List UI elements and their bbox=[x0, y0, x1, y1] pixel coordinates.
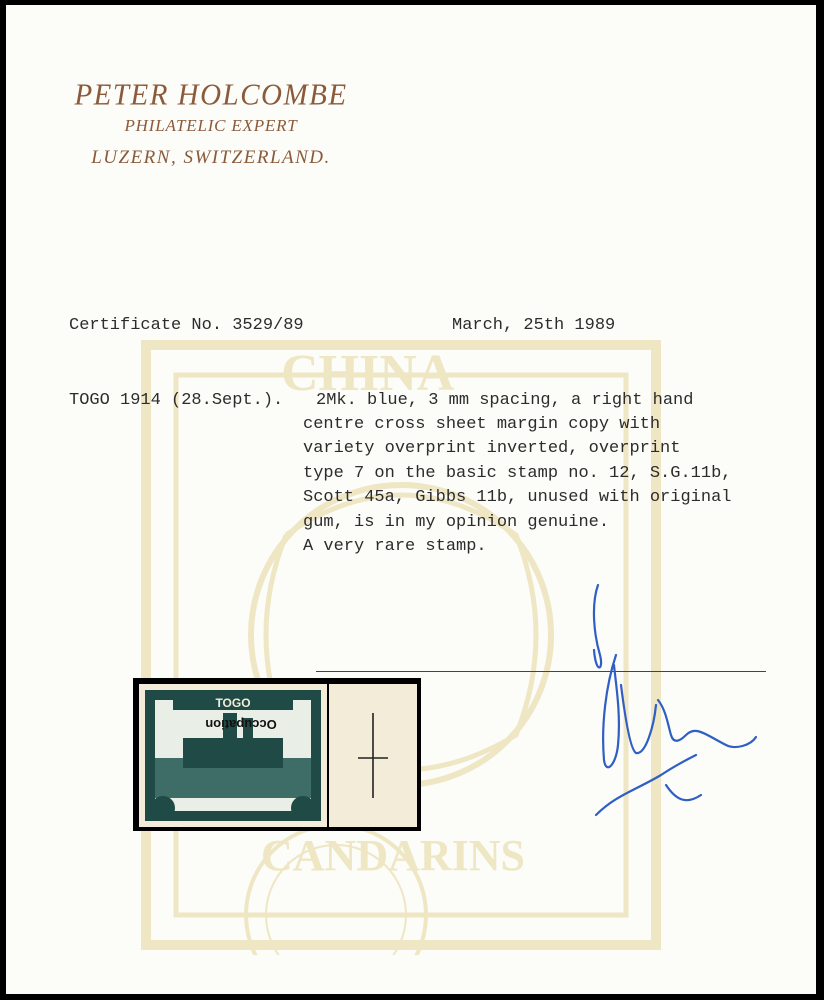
stamp-country-text: TOGO bbox=[215, 696, 251, 710]
expert-title: PHILATELIC EXPERT bbox=[124, 116, 298, 135]
stamp-design bbox=[145, 690, 321, 821]
expert-signature bbox=[576, 575, 776, 835]
certificate-paper bbox=[6, 5, 816, 994]
description-line: variety overprint inverted, overprint bbox=[303, 439, 681, 458]
expert-name: PETER HOLCOMBE bbox=[74, 78, 348, 112]
watermark-top-text: CHINA bbox=[281, 345, 455, 402]
stamp-photo bbox=[133, 678, 421, 831]
description-line: centre cross sheet margin copy with bbox=[303, 415, 661, 434]
description-line: gum, is in my opinion genuine. bbox=[303, 513, 610, 532]
certificate-date: March, 25th 1989 bbox=[452, 316, 616, 335]
description-line: 2Mk. blue, 3 mm spacing, a right hand bbox=[316, 391, 694, 410]
description-line: Scott 45a, Gibbs 11b, unused with original bbox=[303, 488, 732, 507]
watermark-bottom-text: CANDARINS bbox=[261, 831, 526, 880]
description-head: TOGO 1914 (28.Sept.). bbox=[69, 391, 284, 410]
letterhead bbox=[6, 79, 416, 169]
stamp-overprint-text: Occupation bbox=[205, 717, 277, 732]
scan-edge-right bbox=[816, 0, 824, 1000]
description-line: A very rare stamp. bbox=[303, 537, 487, 556]
certificate-number: Certificate No. 3529/89 bbox=[69, 316, 304, 335]
description-line: type 7 on the basic stamp no. 12, S.G.11b, bbox=[303, 464, 732, 483]
expert-city: LUZERN, SWITZERLAND. bbox=[91, 147, 331, 168]
